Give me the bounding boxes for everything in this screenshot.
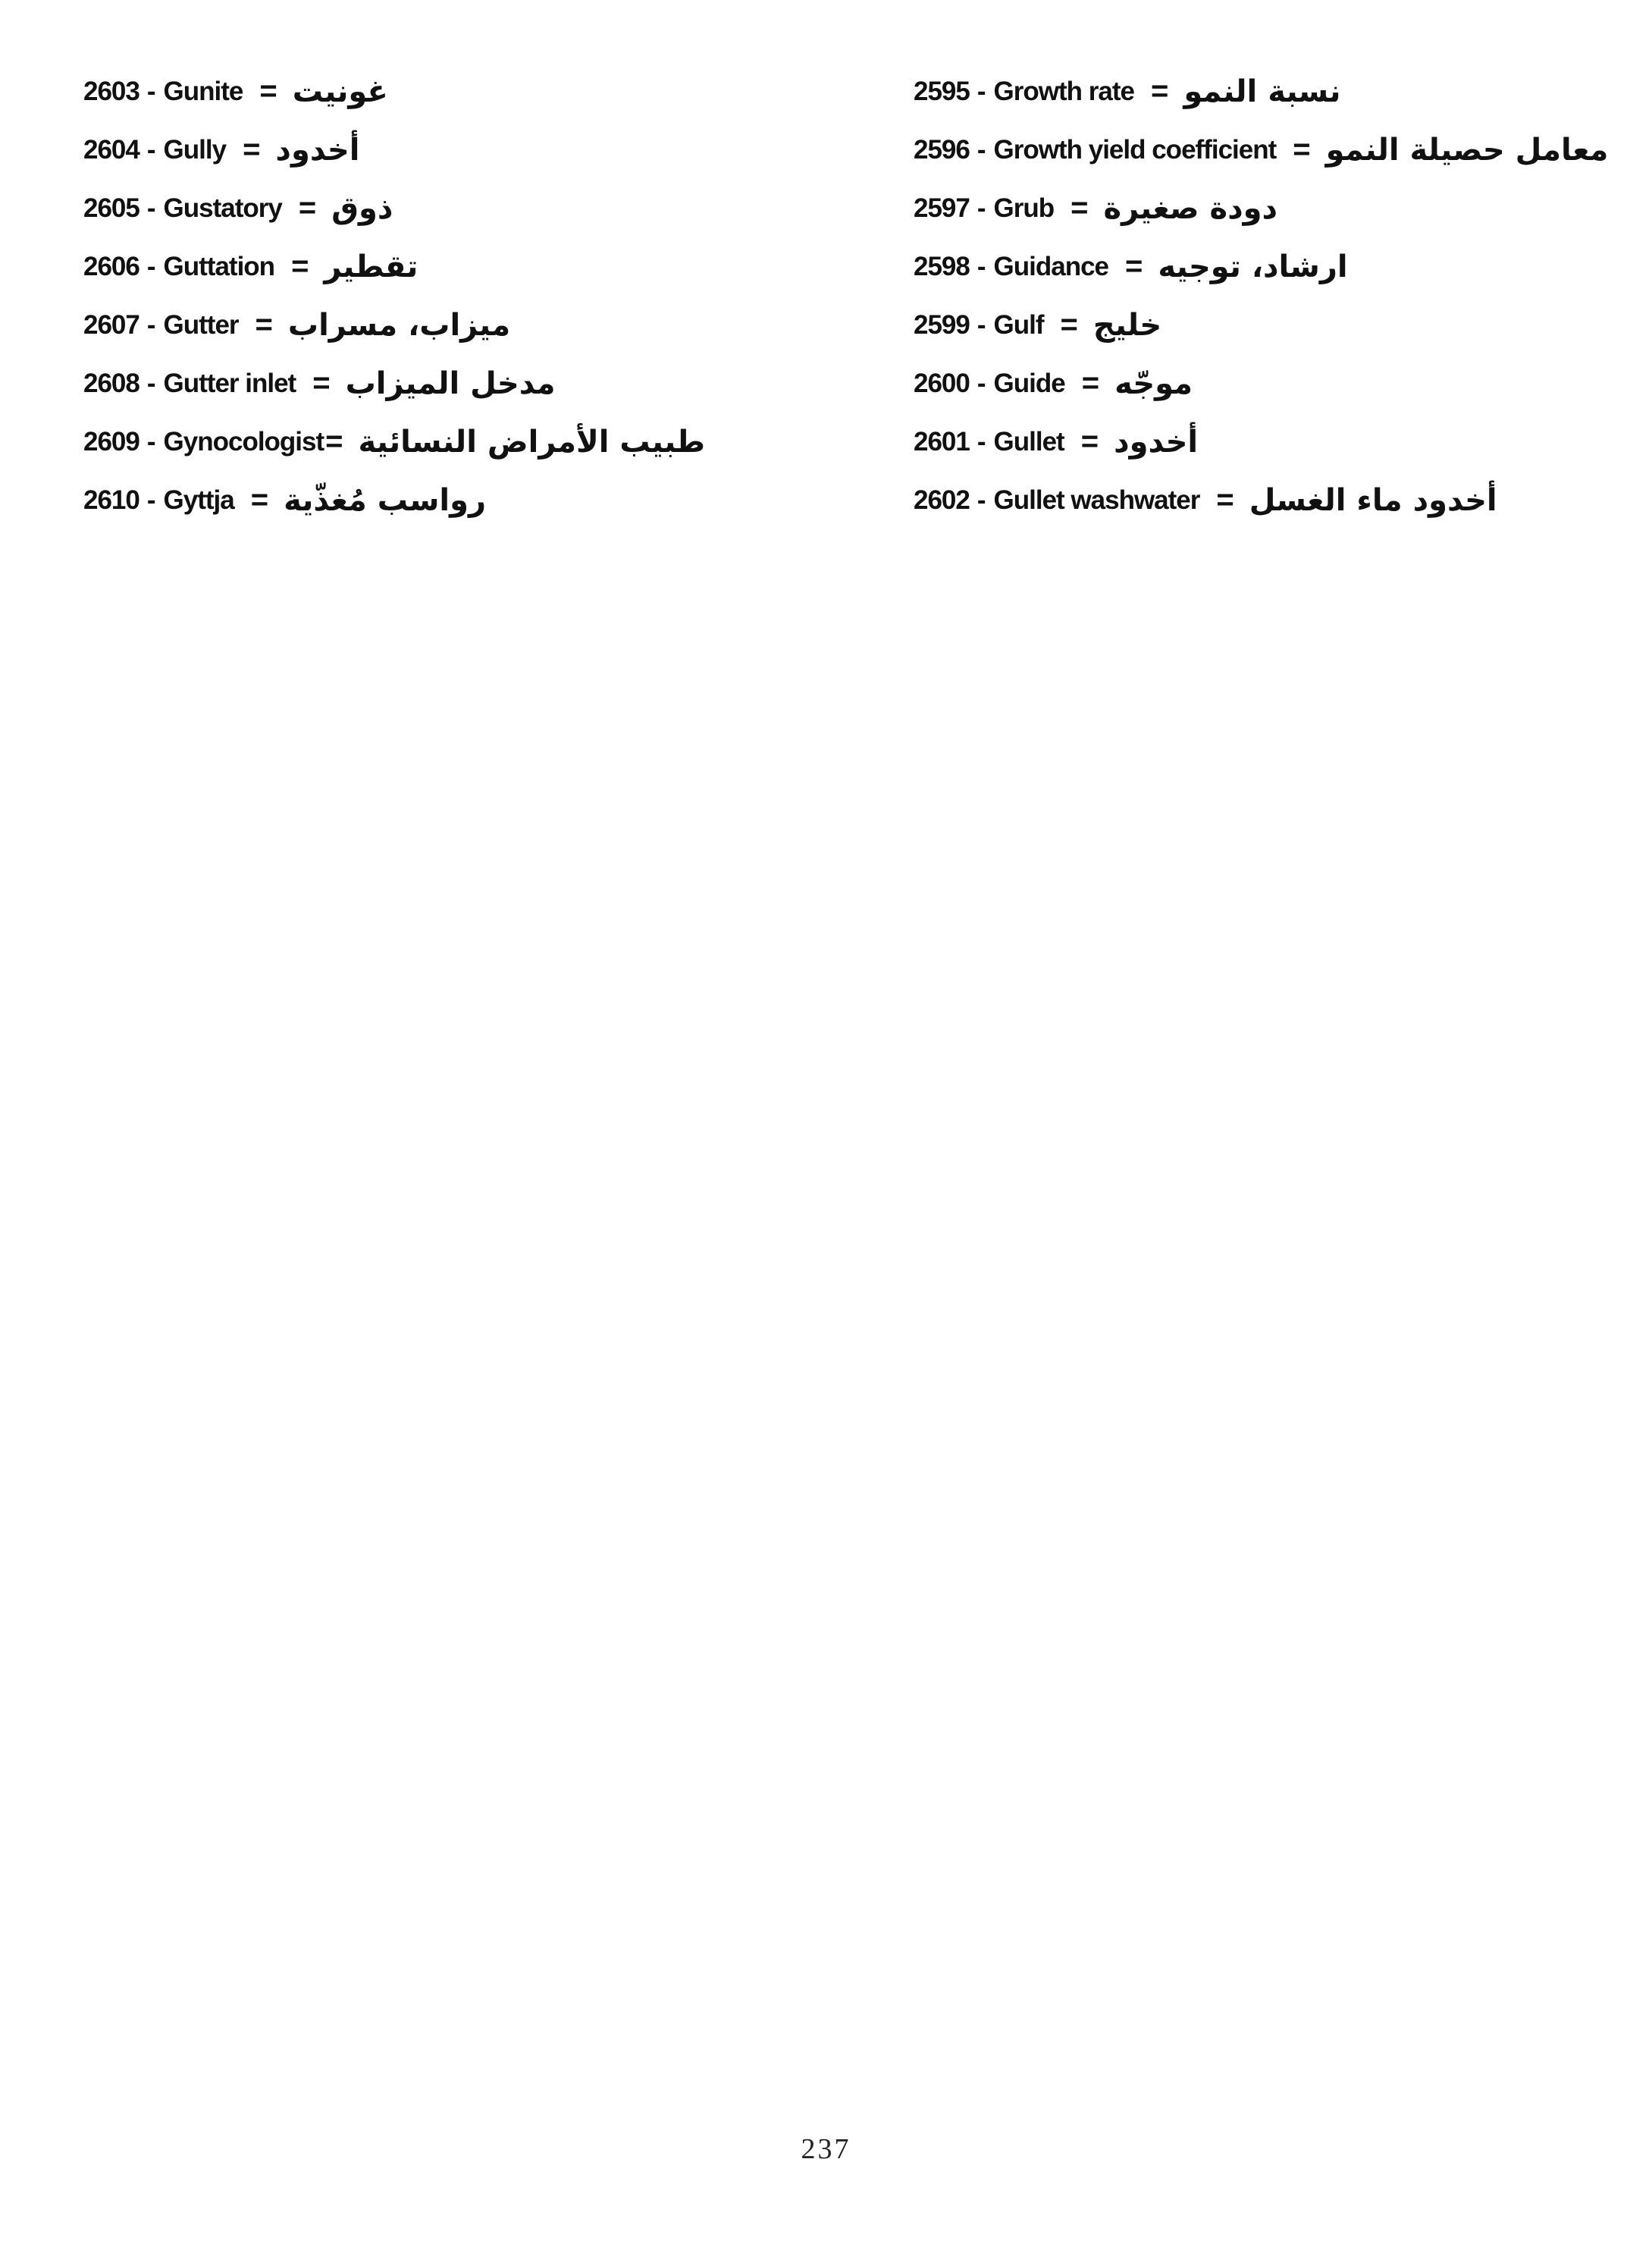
entry-arabic: نسبة النمو (1183, 74, 1341, 109)
entry-term: Gullet washwater (993, 485, 1200, 515)
entry-separator: - (146, 134, 156, 165)
entry-number: 2606 (83, 251, 139, 281)
glossary-entry (914, 62, 1652, 121)
entry-term: Gyttja (163, 485, 234, 515)
entry-term: Gutter inlet (163, 368, 296, 398)
entry-arabic: دودة صغيرة (1103, 190, 1278, 226)
glossary-entry (914, 354, 1652, 413)
entry-term: Guidance (993, 251, 1109, 281)
entry-arabic: خليج (1092, 307, 1162, 343)
entry-separator: - (146, 76, 156, 106)
equals-sign: = (255, 308, 273, 341)
glossary-entry (914, 471, 1652, 529)
equals-sign: = (325, 425, 343, 458)
entry-separator: - (976, 76, 986, 106)
entry-number: 2602 (914, 485, 970, 515)
glossary-entry (914, 413, 1652, 471)
entry-arabic: موجّه (1114, 366, 1193, 401)
equals-sign: = (243, 133, 261, 166)
glossary-entry (914, 179, 1652, 237)
entry-arabic: تقطير (324, 249, 418, 284)
equals-sign: = (1060, 308, 1078, 341)
entry-number: 2600 (914, 368, 970, 398)
entry-separator: - (146, 368, 156, 398)
glossary-entry (83, 62, 857, 121)
entry-number: 2598 (914, 251, 970, 281)
entry-term: Guttation (163, 251, 275, 281)
equals-sign: = (259, 74, 277, 108)
glossary-entry (83, 237, 857, 296)
entry-number: 2610 (83, 485, 139, 515)
glossary-entry (914, 237, 1652, 296)
entry-separator: - (146, 309, 156, 340)
glossary-entry (914, 296, 1652, 354)
glossary-entry (914, 121, 1652, 179)
equals-sign: = (1071, 191, 1089, 224)
entry-separator: - (146, 426, 156, 457)
equals-sign: = (250, 483, 269, 516)
entry-separator: - (146, 193, 156, 223)
entry-number: 2608 (83, 368, 139, 398)
equals-sign: = (1081, 366, 1100, 400)
page-number: 237 (801, 2133, 851, 2165)
entry-term: Gulf (993, 309, 1044, 340)
entry-separator: - (976, 251, 986, 281)
glossary-entry (83, 296, 857, 354)
equals-sign: = (1216, 483, 1234, 516)
equals-sign: = (298, 191, 317, 224)
entry-number: 2604 (83, 134, 139, 165)
entry-number: 2609 (83, 426, 139, 457)
equals-sign: = (1293, 133, 1311, 166)
entry-arabic: معامل حصيلة النمو (1325, 132, 1609, 168)
entry-separator: - (976, 368, 986, 398)
entry-number: 2605 (83, 193, 139, 223)
equals-sign: = (1125, 249, 1143, 283)
equals-sign: = (291, 249, 309, 283)
entry-arabic: ارشاد، توجيه (1158, 249, 1348, 284)
entry-term: Gutter (163, 309, 239, 340)
equals-sign: = (1150, 74, 1169, 108)
entry-arabic: رواسب مُغذّية (284, 482, 487, 518)
entry-term: Gunite (163, 76, 243, 106)
entry-term: Grub (993, 193, 1055, 223)
entry-number: 2597 (914, 193, 970, 223)
glossary-entry (83, 121, 857, 179)
entry-separator: - (146, 485, 156, 515)
entry-number: 2601 (914, 426, 970, 457)
entry-arabic: مدخل الميزاب (345, 366, 556, 401)
entry-number: 2599 (914, 309, 970, 340)
glossary-entry (83, 354, 857, 413)
entry-number: 2607 (83, 309, 139, 340)
right-column (914, 62, 1652, 529)
entry-separator: - (976, 193, 986, 223)
entry-arabic: أخدود (1114, 424, 1199, 460)
left-column (83, 62, 857, 529)
entry-separator: - (146, 251, 156, 281)
entry-number: 2603 (83, 76, 139, 106)
entry-number: 2596 (914, 134, 970, 165)
entry-arabic: غونيت (292, 74, 388, 109)
entry-term: Guide (993, 368, 1065, 398)
entry-arabic: أخدود ماء الغسل (1249, 482, 1497, 518)
entry-separator: - (976, 309, 986, 340)
entry-term: Growth yield coefficient (993, 134, 1277, 165)
entry-term: Gully (163, 134, 227, 165)
entry-arabic: طبيب الأمراض النسائية (358, 424, 706, 460)
entry-arabic: أخدود (275, 132, 360, 168)
glossary-entry (83, 179, 857, 237)
entry-arabic: ذوق (331, 190, 393, 226)
glossary-entry (83, 413, 857, 471)
entry-term: Gynocologist (163, 426, 324, 457)
entry-term: Growth rate (993, 76, 1134, 106)
entry-number: 2595 (914, 76, 970, 106)
entry-arabic: ميزاب، مسراب (287, 307, 511, 343)
entry-separator: - (976, 485, 986, 515)
equals-sign: = (312, 366, 331, 400)
entry-term: Gustatory (163, 193, 282, 223)
glossary-entry (83, 471, 857, 529)
entry-separator: - (976, 134, 986, 165)
entry-term: Gullet (993, 426, 1064, 457)
entry-separator: - (976, 426, 986, 457)
equals-sign: = (1080, 425, 1099, 458)
